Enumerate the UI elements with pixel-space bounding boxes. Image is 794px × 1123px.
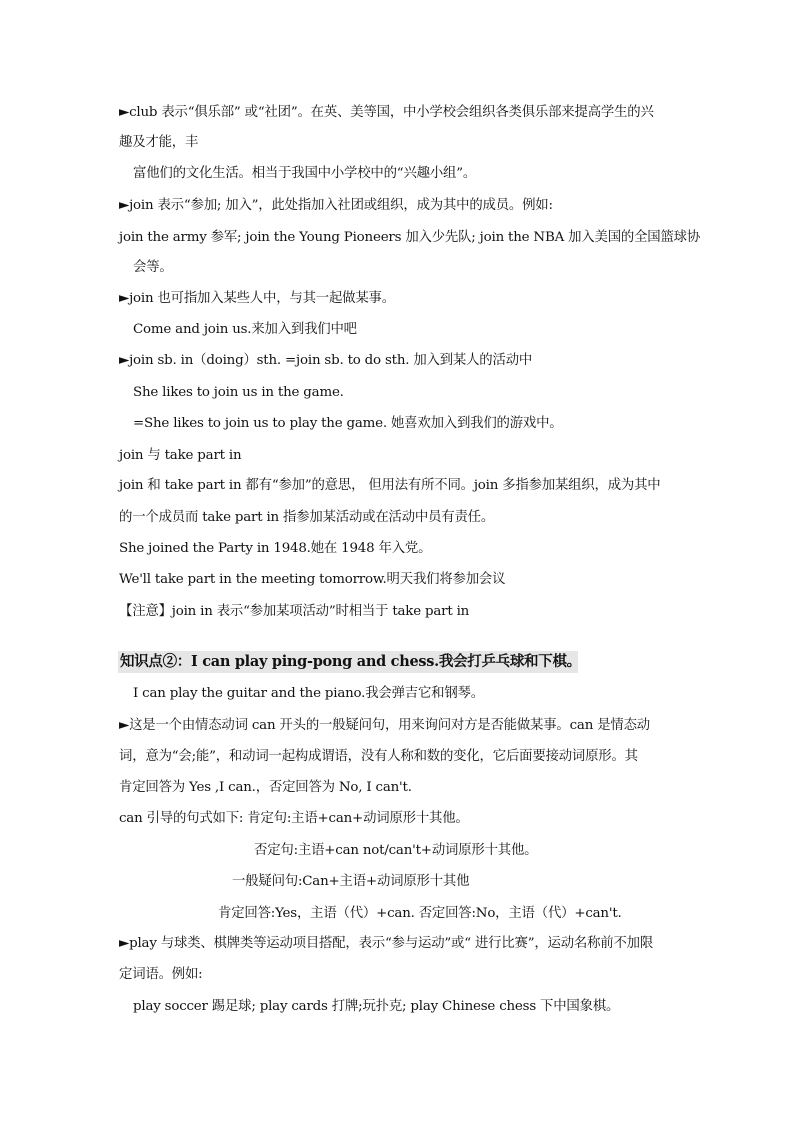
text-line: 肯定回答为 Yes ,I can.，否定回答为 No, I can't. [119,780,412,795]
text-line: She likes to join us in the game. [133,385,344,400]
text-line: Come and join us.来加入到我们中吧 [133,322,357,337]
text-line: 肯定回答:Yes，主语（代）+can. 否定回答:No，主语（代）+can't. [218,906,622,921]
text-line: 富他们的文化生活。相当于我国中小学校中的“兴趣小组”。 [133,166,477,181]
text-line: join 和 take part in 都有“参加”的意思， 但用法有所不同。join 多指参加某组织，成为其中 [119,478,661,493]
text-line: 【注意】join in 表示“参加某项活动”时相当于 take part in [119,604,470,619]
text-line: play soccer 踢足球; play cards 打牌;玩扑克; play Chinese chess 下中国象棋。 [133,999,620,1014]
text-line: 趣及才能，丰 [119,135,199,150]
text-line: We'll take part in the meeting tomorrow.明天我们将参加会议 [119,572,506,587]
text-line: 否定句:主语+can not/can't+动词原形十其他。 [254,843,538,858]
text-line: 的一个成员而 take part in 指参加某活动或在活动中员有责任。 [119,510,495,525]
text-line: 会等。 [133,260,173,275]
text-line: can 引导的句式如下: 肯定句:主语+can+动词原形十其他。 [119,811,469,826]
text-line: I can play the guitar and the piano.我会弹吉它和钢琴。 [133,686,484,701]
text-line: ►join 也可指加入某些人中，与其一起做某事。 [119,291,395,306]
text-line: join 与 take part in [119,448,242,463]
text-line: 定词语。例如: [119,967,203,982]
text-line: ►play 与球类、棋牌类等运动项目搭配，表示“参与运动”或“ 进行比赛”，运动名称前不加限 [119,936,654,951]
text-line: ►这是一个由情态动词 can 开头的一般疑问句，用来询问对方是否能做某事。can 是情态动 [119,718,650,733]
text-line: ►club 表示“俱乐部” 或“社团”。在英、美等国，中小学校会组织各类俱乐部来提高学生的兴 [119,105,654,120]
text-line: 一般疑问句:Can+主语+动词原形十其他 [232,874,470,889]
section-heading: 知识点②：I can play ping-pong and chess.我会打乒乓球和下棋。 [118,651,578,673]
text-line: ►join 表示“参加; 加入”，此处指加入社团或组织，成为其中的成员。例如: [119,198,553,213]
text-line: join the army 参军; join the Young Pioneers 加入少先队; join the NBA 加入美国的全国篮球协 [119,230,701,245]
text-line: She joined the Party in 1948.她在 1948 年入党。 [119,541,432,556]
text-line: =She likes to join us to play the game. 她喜欢加入到我们的游戏中。 [133,416,563,431]
text-line: ►join sb. in（doing）sth. =join sb. to do sth. 加入到某人的活动中 [119,353,533,368]
text-line: 词，意为“会;能”，和动词一起构成谓语，没有人称和数的变化，它后面要接动词原形。其 [119,749,638,764]
